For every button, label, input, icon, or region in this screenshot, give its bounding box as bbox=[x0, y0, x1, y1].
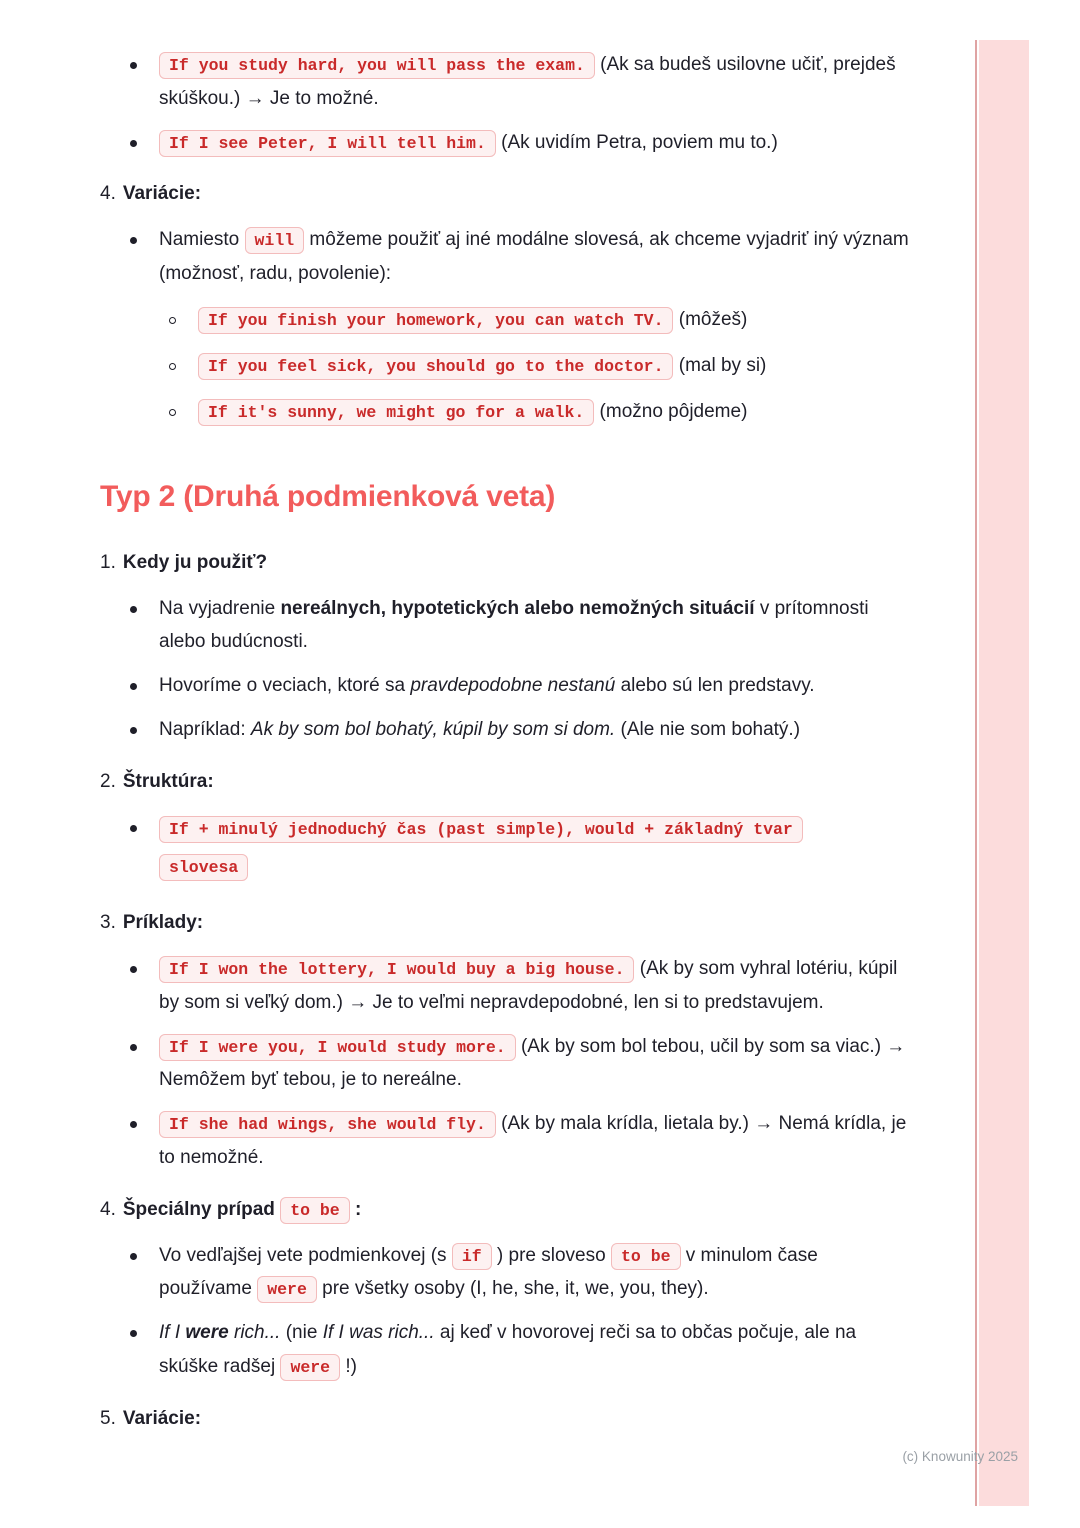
text-run: (možno pôjdeme) bbox=[599, 400, 748, 422]
section-number: 4. bbox=[100, 1198, 116, 1220]
copyright-note: (c) Knowunity 2025 bbox=[902, 1449, 1018, 1464]
code-snippet: If it's sunny, we might go for a walk. bbox=[198, 399, 594, 426]
code-snippet: to be bbox=[611, 1243, 681, 1270]
section-number: 2. bbox=[100, 770, 116, 792]
list-item bbox=[130, 592, 912, 660]
section-title: Príklady: bbox=[122, 912, 204, 934]
page-heading-typ2: Typ 2 (Druhá podmienková veta) bbox=[100, 480, 556, 514]
text-run: Na vyjadrenie bbox=[159, 597, 276, 619]
section-number: 5. bbox=[100, 1407, 116, 1429]
text-run: (Ak sa budeš usilovne učiť, prejdeš skúškou.) → Je to možné. bbox=[159, 54, 896, 109]
bullet-icon bbox=[130, 683, 137, 690]
section-heading-priklady bbox=[100, 906, 912, 940]
specialny-pripad-list bbox=[130, 1239, 912, 1384]
text-run: v prítomnosti alebo budúcnosti. bbox=[159, 597, 869, 653]
list-item bbox=[130, 48, 912, 116]
section-title-colon: : bbox=[354, 1198, 362, 1220]
italic-run: rich... bbox=[234, 1322, 281, 1344]
section-heading-variacie-2 bbox=[100, 1402, 912, 1436]
list-item bbox=[130, 1107, 912, 1175]
section-title: Štruktúra: bbox=[122, 770, 214, 792]
text-run: môžeme použiť aj iné modálne slovesá, ak chceme vyjadriť iný význam (možnosť, radu, povolenie): bbox=[159, 229, 909, 285]
italic-run: If I was rich... bbox=[322, 1322, 435, 1344]
text-run: ) pre sloveso bbox=[496, 1244, 606, 1266]
text-run: (Ak by som bol tebou, učil by som sa viac.) → Nemôžem byť tebou, je to nereálne. bbox=[159, 1035, 906, 1091]
section-title: Variácie: bbox=[122, 1407, 202, 1429]
bullet-icon bbox=[130, 62, 137, 69]
code-snippet: If you feel sick, you should go to the doctor. bbox=[198, 353, 673, 380]
code-snippet: were bbox=[280, 1354, 340, 1381]
text-run: (nie bbox=[285, 1322, 318, 1344]
bullet-icon bbox=[130, 966, 137, 973]
section-heading-specialny-pripad bbox=[100, 1193, 912, 1227]
text-run: (Ak by mala krídla, lietala by.) → Nemá krídla, je to nemožné. bbox=[159, 1113, 907, 1168]
variacie-list bbox=[130, 223, 912, 440]
text-run: (môžeš) bbox=[678, 308, 748, 330]
italic-run: pravdepodobne nestanú bbox=[410, 675, 616, 697]
text-run: Napríklad: bbox=[159, 718, 246, 740]
section-number: 1. bbox=[100, 551, 116, 573]
bullet-icon bbox=[130, 1044, 137, 1051]
code-snippet: If I won the lottery, I would buy a big house. bbox=[159, 956, 634, 983]
section-heading-variacie bbox=[100, 177, 912, 211]
side-accent-line bbox=[975, 40, 977, 1506]
text-run: v minulom čase používame bbox=[159, 1244, 818, 1300]
circle-bullet-icon bbox=[169, 409, 176, 416]
list-item bbox=[130, 952, 912, 1020]
list-item bbox=[130, 811, 912, 889]
list-item bbox=[130, 1239, 912, 1307]
italic-run: If I bbox=[159, 1322, 181, 1344]
code-snippet: to be bbox=[280, 1197, 350, 1224]
bullet-icon bbox=[130, 606, 137, 613]
text-run: !) bbox=[345, 1356, 357, 1378]
sub-list-item bbox=[169, 395, 912, 429]
bullet-icon bbox=[130, 140, 137, 147]
text-run: aj keď v hovorovej reči sa to občas počuje, ale na skúške radšej bbox=[159, 1322, 857, 1378]
text-run: (Ak uvidím Petra, poviem mu to.) bbox=[501, 131, 778, 153]
code-snippet: If + minulý jednoduchý čas (past simple), would + základný tvar slovesa bbox=[159, 816, 803, 882]
typ1-examples-list bbox=[130, 48, 912, 159]
text-run: pre všetky osoby (I, he, she, it, we, you, they). bbox=[322, 1278, 709, 1300]
list-item bbox=[130, 1030, 912, 1098]
priklady-list bbox=[130, 952, 912, 1175]
circle-bullet-icon bbox=[169, 317, 176, 324]
list-item bbox=[130, 1316, 912, 1384]
code-snippet: will bbox=[245, 227, 305, 254]
text-run: Namiesto bbox=[159, 229, 240, 251]
italic-run: Ak by som bol bohatý, kúpil by som si dom. bbox=[250, 718, 616, 740]
section-title: Špeciálny prípad bbox=[122, 1198, 275, 1220]
code-snippet: were bbox=[257, 1276, 317, 1303]
text-run: (Ak by som vyhral lotériu, kúpil by som si veľký dom.) → Je to veľmi nepravdepodobné, len si to predstavujem. bbox=[159, 957, 898, 1013]
section-heading-kedy bbox=[100, 546, 912, 580]
text-run: Hovoríme o veciach, ktoré sa bbox=[159, 675, 406, 697]
code-snippet: If I see Peter, I will tell him. bbox=[159, 130, 496, 157]
sub-list-item bbox=[169, 349, 912, 383]
code-snippet: if bbox=[452, 1243, 492, 1270]
list-item bbox=[130, 713, 912, 747]
kedy-list bbox=[130, 592, 912, 747]
list-item bbox=[130, 669, 912, 703]
code-snippet: If I were you, I would study more. bbox=[159, 1034, 516, 1061]
section-number: 3. bbox=[100, 912, 116, 934]
code-snippet: If she had wings, she would fly. bbox=[159, 1111, 496, 1138]
bullet-icon bbox=[130, 727, 137, 734]
list-item bbox=[130, 126, 912, 160]
bullet-icon bbox=[130, 1253, 137, 1260]
text-run: (mal by si) bbox=[678, 354, 767, 376]
sub-list-item bbox=[169, 303, 912, 337]
bold-run: nereálnych, hypotetických alebo nemožných situácií bbox=[280, 597, 755, 619]
bullet-icon bbox=[130, 1121, 137, 1128]
bullet-icon bbox=[130, 1330, 137, 1337]
document-content bbox=[100, 48, 912, 1448]
text-run: alebo sú len predstavy. bbox=[620, 675, 815, 697]
text-run: (Ale nie som bohatý.) bbox=[620, 718, 801, 740]
bullet-icon bbox=[130, 237, 137, 244]
text-run: Vo vedľajšej vete podmienkovej (s bbox=[159, 1244, 447, 1266]
section-title: Kedy ju použiť? bbox=[122, 551, 268, 573]
bullet-icon bbox=[130, 825, 137, 832]
code-snippet: If you finish your homework, you can watch TV. bbox=[198, 307, 673, 334]
code-snippet: If you study hard, you will pass the exam. bbox=[159, 52, 595, 79]
section-heading-struktura bbox=[100, 765, 912, 799]
modal-examples-list bbox=[169, 303, 912, 428]
struktura-list bbox=[130, 811, 912, 889]
list-item bbox=[130, 223, 912, 440]
section-number: 4. bbox=[100, 183, 116, 205]
side-accent-bar bbox=[979, 40, 1029, 1506]
section-title: Variácie: bbox=[122, 183, 202, 205]
bold-italic-run: were bbox=[185, 1322, 229, 1344]
circle-bullet-icon bbox=[169, 363, 176, 370]
